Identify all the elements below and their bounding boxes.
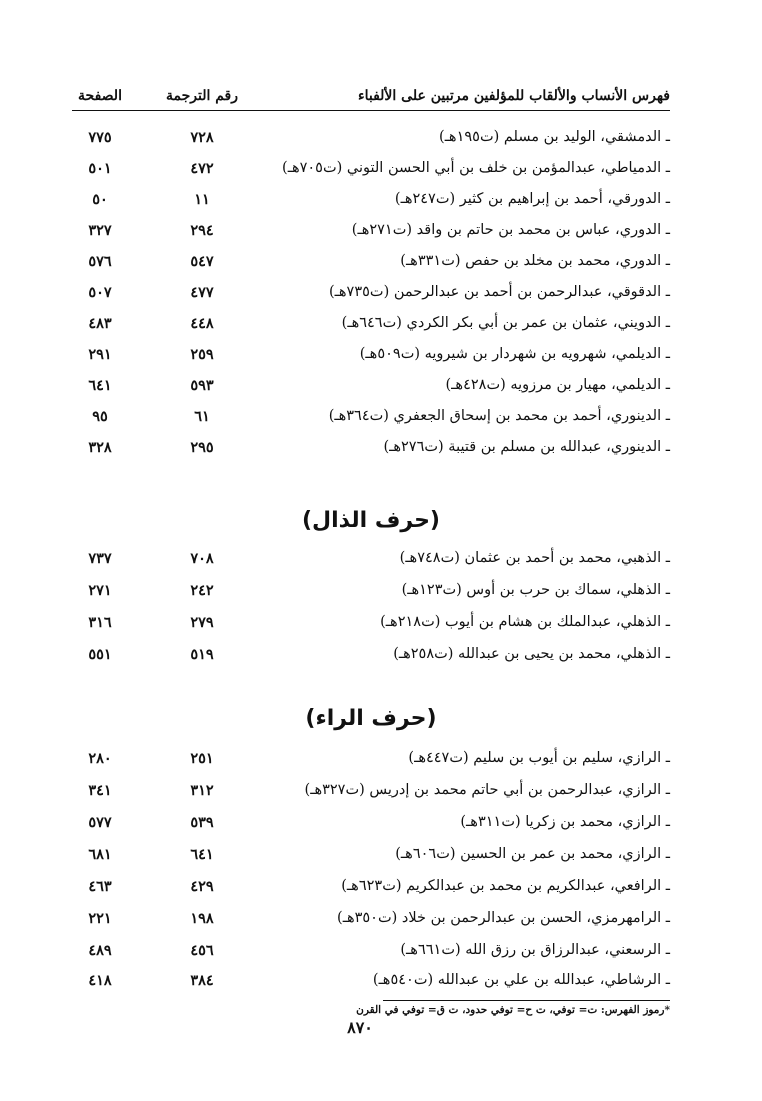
index-row: [72, 874, 670, 900]
page-ref: ٥٧٧: [88, 814, 112, 831]
entry-name: ـ الديلمي، شهرويه بن شهردار بن شيرويه (ت٥٠٩هـ): [359, 346, 670, 362]
translation-number: ٤٧٧: [190, 284, 214, 301]
translation-number: ٤٤٨: [190, 315, 214, 332]
translation-number: ٢٩٤: [190, 222, 214, 239]
index-row: [72, 546, 670, 572]
page-ref: ٢٩١: [88, 346, 112, 363]
entry-name: ـ الدينوري، أحمد بن محمد بن إسحاق الجعفري (ت٣٦٤هـ): [328, 408, 670, 424]
index-row: [72, 938, 670, 964]
page-ref: ٣٢٧: [88, 222, 112, 239]
translation-number: ١٩٨: [190, 910, 214, 927]
index-row: [72, 578, 670, 604]
index-row: [72, 187, 670, 213]
page-ref: ٥٥١: [88, 646, 112, 663]
entry-name: ـ الرسعني، عبدالرزاق بن رزق الله (ت٦٦١هـ): [400, 942, 670, 958]
translation-number: ٦١: [194, 408, 210, 425]
index-row: [72, 156, 670, 182]
translation-number: ٦٤١: [190, 846, 214, 863]
translation-number: ٣١٢: [190, 782, 214, 799]
entry-name: ـ الدويني، عثمان بن عمر بن أبي بكر الكردي (ت٦٤٦هـ): [341, 315, 670, 331]
index-row: [72, 842, 670, 868]
entry-name: ـ الدمياطي، عبدالمؤمن بن خلف بن أبي الحسن التوني (ت٧٠٥هـ): [282, 160, 670, 176]
page-ref: ٤٨٣: [88, 315, 112, 332]
page-ref: ٧٣٧: [88, 550, 112, 567]
entry-name: ـ الدينوري، عبدالله بن مسلم بن قتيبة (ت٢٧٦هـ): [383, 439, 670, 455]
translation-number: ٢٥١: [190, 750, 214, 767]
index-row: [72, 778, 670, 804]
index-row: [72, 373, 670, 399]
entry-name: ـ الرازي، سليم بن أيوب بن سليم (ت٤٤٧هـ): [408, 750, 670, 766]
translation-number: ٣٨٤: [190, 972, 214, 989]
page-ref: ٥٠٧: [88, 284, 112, 301]
translation-number: ٢٧٩: [190, 614, 214, 631]
translation-number: ٤٥٦: [190, 942, 214, 959]
index-row: [72, 404, 670, 430]
translation-number: ٥٩٣: [190, 377, 214, 394]
page-ref: ٣٢٨: [88, 439, 112, 456]
entry-name: ـ الرازي، عبدالرحمن بن أبي حاتم محمد بن إدريس (ت٣٢٧هـ): [304, 782, 670, 798]
entry-name: ـ الذهلي، محمد بن يحيى بن عبدالله (ت٢٥٨هـ): [393, 646, 670, 662]
translation-number: ٢٥٩: [190, 346, 214, 363]
translation-number: ٧٢٨: [190, 129, 214, 146]
entry-name: ـ الرازي، محمد بن عمر بن الحسين (ت٦٠٦هـ): [395, 846, 670, 862]
entry-name: ـ الدمشقي، الوليد بن مسلم (ت١٩٥هـ): [439, 129, 670, 145]
translation-number: ٥٣٩: [190, 814, 214, 831]
translation-number: ٥١٩: [190, 646, 214, 663]
translation-number: ٢٩٥: [190, 439, 214, 456]
entry-name: ـ الرازي، محمد بن زكريا (ت٣١١هـ): [460, 814, 670, 830]
page-ref: ٣٤١: [88, 782, 112, 799]
page-ref: ٩٥: [92, 408, 108, 425]
entry-name: ـ الرافعي، عبدالكريم بن محمد بن عبدالكريم (ت٦٢٣هـ): [341, 878, 670, 894]
page-ref: ٥٠: [92, 191, 108, 208]
page-ref: ٤٨٩: [88, 942, 112, 959]
index-row: [72, 642, 670, 668]
entry-name: ـ الذهلي، سماك بن حرب بن أوس (ت١٢٣هـ): [401, 582, 670, 598]
index-row: [72, 342, 670, 368]
page-ref: ٤٦٣: [88, 878, 112, 895]
index-title: فهرس الأنساب والألقاب للمؤلفين مرتبين على الألفباء: [358, 88, 670, 104]
page-ref: ٥٠١: [88, 160, 112, 177]
entry-name: ـ الرشاطي، عبدالله بن علي بن عبدالله (ت٥٤٠هـ): [372, 972, 670, 988]
page-ref: ٢٨٠: [88, 750, 112, 767]
page-number: ٨٧٠: [347, 1018, 373, 1037]
index-row: [72, 906, 670, 932]
index-row: [72, 810, 670, 836]
page-ref: ٧٧٥: [88, 129, 112, 146]
index-row: [72, 746, 670, 772]
translation-number: ١١: [194, 191, 210, 208]
index-row: [72, 610, 670, 636]
index-row: [72, 280, 670, 306]
entry-name: ـ الرامهرمزي، الحسن بن عبدالرحمن بن خلاد (ت٣٥٠هـ): [337, 910, 670, 926]
index-row: [72, 249, 670, 275]
entry-name: ـ الديلمي، مهيار بن مرزويه (ت٤٢٨هـ): [445, 377, 670, 393]
page-ref: ٦٨١: [88, 846, 112, 863]
page-ref: ٤١٨: [88, 972, 112, 989]
page-ref: ٣١٦: [88, 614, 112, 631]
column-header-page: الصفحة: [78, 88, 122, 104]
page-ref: ٢٧١: [88, 582, 112, 599]
index-row: [72, 968, 670, 994]
page-ref: ٢٢١: [88, 910, 112, 927]
index-row: [72, 218, 670, 244]
translation-number: ٥٤٧: [190, 253, 214, 270]
index-header: [72, 84, 670, 111]
translation-number: ٤٢٩: [190, 878, 214, 895]
page-ref: ٥٧٦: [88, 253, 112, 270]
translation-number: ٤٧٢: [190, 160, 214, 177]
index-row: [72, 125, 670, 151]
page-ref: ٦٤١: [88, 377, 112, 394]
entry-name: ـ الذهبي، محمد بن أحمد بن عثمان (ت٧٤٨هـ): [399, 550, 670, 566]
entry-name: ـ الدورقي، أحمد بن إبراهيم بن كثير (ت٢٤٧هـ): [394, 191, 670, 207]
column-header-translation-number: رقم الترجمة: [165, 88, 238, 104]
index-row: [72, 435, 670, 461]
entry-name: ـ الدوري، محمد بن مخلد بن حفص (ت٣٣١هـ): [400, 253, 670, 269]
section-heading-ra: (حرف الراء): [305, 706, 437, 731]
footnote-symbols: *رموز الفهرس: ت= توفي، ت ح= توفي حدود، ت ق= توفي في القرن: [383, 1000, 670, 1016]
translation-number: ٧٠٨: [190, 550, 214, 567]
entry-name: ـ الدوري، عباس بن محمد بن حاتم بن واقد (ت٢٧١هـ): [351, 222, 670, 238]
translation-number: ٢٤٢: [190, 582, 214, 599]
entry-name: ـ الذهلي، عبدالملك بن هشام بن أيوب (ت٢١٨هـ): [380, 614, 670, 630]
section-heading-dhal: (حرف الذال): [301, 508, 440, 533]
index-row: [72, 311, 670, 337]
entry-name: ـ الدقوقي، عبدالرحمن بن أحمد بن عبدالرحمن (ت٧٣٥هـ): [328, 284, 670, 300]
